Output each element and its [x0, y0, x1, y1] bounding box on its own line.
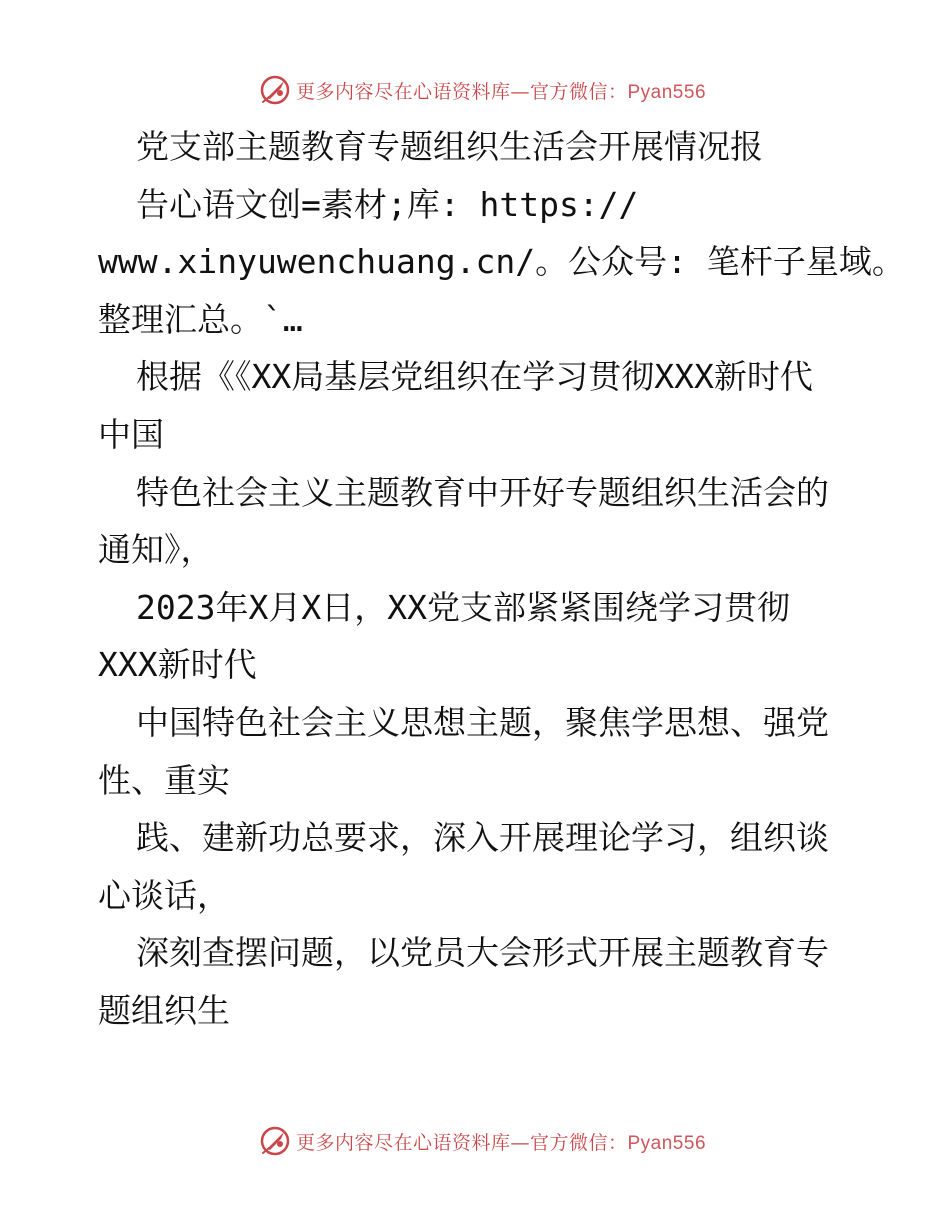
text-line: 性、重实 — [98, 760, 230, 800]
text-line: 告心语文创=素材;库: https:// — [136, 184, 639, 224]
pen-logo-icon — [258, 73, 292, 107]
text-line: 2023年X月X日，XX党支部紧紧围绕学习贯彻 — [136, 587, 790, 627]
footer-watermark — [0, 1121, 950, 1161]
text-line: 整理汇总。`… — [98, 299, 303, 339]
text-line: 践、建新功总要求，深入开展理论学习，组织谈 — [136, 818, 829, 858]
header-wechat-id: Pyan556 — [627, 81, 707, 103]
text-line: 题组织生 — [98, 990, 230, 1030]
pen-logo-icon — [258, 1124, 292, 1158]
footer-watermark-text: 更多内容尽在心语资料库—官方微信： — [295, 1131, 628, 1154]
header-watermark-text: 更多内容尽在心语资料库—官方微信： — [295, 80, 628, 103]
text-line: XXX新时代 — [98, 645, 257, 685]
footer-wechat-id: Pyan556 — [627, 1132, 707, 1154]
document-body — [98, 118, 905, 1040]
text-line: www.xinyuwenchuang.cn/。公众号: 笔杆子星域。 — [98, 242, 905, 282]
text-line: 中国 — [98, 414, 164, 454]
text-line: 深刻查摆问题，以党员大会形式开展主题教育专 — [136, 933, 829, 973]
text-line: 根据《《XX局基层党组织在学习贯彻XXX新时代 — [136, 357, 813, 397]
text-line: 通知》， — [98, 530, 214, 570]
text-line: 中国特色社会主义思想主题，聚焦学思想、强党 — [136, 702, 829, 742]
text-line: 心谈话， — [98, 875, 230, 915]
header-watermark — [0, 70, 950, 110]
text-line: 党支部主题教育专题组织生活会开展情况报 — [136, 127, 763, 166]
text-line: 特色社会主义主题教育中开好专题组织生活会的 — [136, 472, 829, 512]
